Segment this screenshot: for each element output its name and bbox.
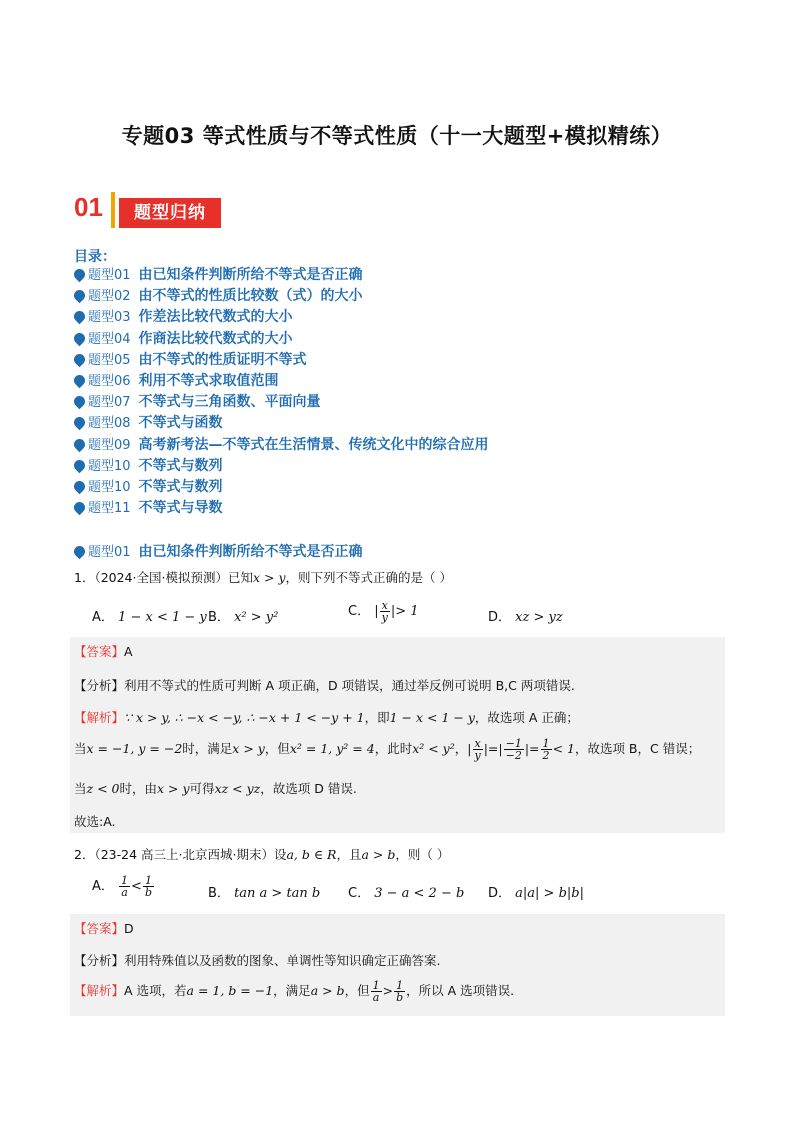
option-math: x² > y² [234,610,279,625]
toc-item-tag: 题型07 [88,395,131,411]
location-pin-icon [72,330,88,346]
location-pin-icon [72,500,88,516]
toc-item[interactable] [74,498,489,519]
math-expression: z < 0 [86,781,120,796]
fraction-numerator: 1 [121,874,129,887]
q2-stem-text: 2．（23-24 高三上·北京西城·期末）设 [74,847,287,862]
solution-tag: 【解析】 [74,983,125,998]
math-expression: ∵ x > y, ∴ −x < −y, ∴ −x + 1 < −y + 1 [124,710,365,725]
section-heading [74,541,363,561]
fraction-denominator: b [144,886,152,899]
option-c[interactable] [348,882,464,901]
solution-text: 时，由 [119,781,157,796]
option-math: xz > yz [515,610,563,625]
fraction-denominator: 2 [542,749,550,762]
analysis-tag: 【分析】 [74,678,125,693]
q1-final: 故选:A. [74,814,116,829]
option-b[interactable] [208,606,278,625]
option-math: |> 1 [390,604,419,619]
solution-text: A 选项，若 [124,983,187,998]
fraction [143,875,154,898]
toc-item-tag: 题型04 [88,331,131,347]
location-pin-icon [72,415,88,431]
section-number: 01 [74,192,103,222]
q2-stem-text: ，则（ ） [395,847,450,862]
toc-item[interactable] [74,435,489,456]
option-math: 1 − x < 1 − y [118,610,207,625]
toc-item-tag: 题型09 [88,437,131,453]
toc-item[interactable] [74,286,489,307]
toc-item-text: 不等式与函数 [138,415,223,432]
section-heading-text: 由已知条件判断所给不等式是否正确 [138,544,363,560]
solution-text: ，满足 [273,983,311,998]
toc-item[interactable] [74,392,489,413]
toc-item-text: 作差法比较代数式的大小 [138,309,293,326]
fraction [119,875,130,898]
solution-text: ，故选项 B，C 错误； [574,741,701,756]
fraction [394,980,405,1003]
question-1-stem [74,568,452,586]
fraction-numerator: 1 [394,980,405,992]
q1-stem-math: x > y [252,570,286,585]
q1-solution-line-2: 当x = −1, y = −2时，满足x > y，但x² = 1, y² = 4，此时x² < y²，| $\frac{x}{y}$ |=| $\frac{-1}{-2}$ |= $\frac{1}{2}$ < 1，故选项 B，C 错误； [74,737,701,762]
math-expression: > [382,983,394,998]
toc-item-text: 利用不等式求取值范围 [138,372,279,389]
math-expression: x > y [157,781,190,796]
solution-text: 可得 [189,781,215,796]
analysis-tag: 【分析】 [74,953,125,968]
toc-item[interactable] [74,350,489,371]
location-pin-icon [72,479,88,495]
question-2-options [92,875,732,909]
fraction-denominator: b [396,991,404,1004]
solution-text: ，此时 [374,741,413,756]
solution-text: ，所以 A 选项错误. [406,983,515,998]
math-expression: x² < y² [412,741,455,756]
option-a[interactable] [92,875,155,898]
option-c[interactable] [348,600,419,623]
fraction-denominator: y [381,611,388,624]
option-d[interactable] [488,606,563,625]
analysis-text: 利用不等式的性质可判断 A 项正确，D 项错误，通过举反例可说明 B,C 两项错误. [124,678,575,693]
toc-item-tag: 题型06 [88,373,131,389]
option-label: B． [208,886,230,901]
q1-stem-text: 1．（2024·全国·模拟预测）已知 [74,570,253,585]
toc-list [74,265,489,519]
solution-text: ，但 [264,741,290,756]
q1-analysis [74,676,575,694]
option-label: B． [208,610,230,625]
q2-answer [74,919,134,937]
location-pin-icon [72,288,88,304]
toc-item-tag: 题型10 [88,458,131,474]
toc-item-text: 不等式与数列 [138,478,223,495]
q2-analysis [74,951,441,969]
location-pin-icon [72,544,88,560]
option-d[interactable] [488,882,584,901]
toc-item-tag: 题型02 [88,289,131,305]
option-label: C． [348,886,371,901]
toc-item[interactable] [74,371,489,392]
toc-item[interactable] [74,329,489,350]
fraction [380,600,390,623]
solution-text: 当 [74,741,87,756]
fraction-numerator: x [381,599,388,612]
toc-item[interactable] [74,413,489,434]
fraction [371,980,382,1003]
toc-item-text: 高考新考法—不等式在生活情景、传统文化中的综合应用 [138,436,489,453]
option-label: D． [488,610,512,625]
option-math: a|a| > b|b| [515,886,584,901]
toc-item-text: 由不等式的性质比较数（式）的大小 [138,288,363,305]
option-label: A． [92,879,114,894]
q1-solution-line-1 [74,708,579,726]
option-b[interactable] [208,882,320,901]
question-1-options [92,600,732,634]
toc-item-tag: 题型03 [88,310,131,326]
toc-item-tag: 题型10 [88,479,131,495]
toc-item[interactable] [74,477,489,498]
fraction-denominator: −2 [505,749,522,762]
toc-item-tag: 题型05 [88,352,131,368]
math-expression: x = −1, y = −2 [86,741,183,756]
solution-text: ，但 [344,983,370,998]
location-pin-icon [72,267,88,283]
solution-text: 当 [74,781,87,796]
option-math: 3 − a < 2 − b [374,886,465,901]
q1-solution-line-3 [74,779,357,797]
q2-stem-math: a > b [361,847,396,862]
location-pin-icon [72,351,88,367]
toc-item-tag: 题型08 [88,416,131,432]
page-title: 专题03 等式性质与不等式性质（十一大题型+模拟精练） [121,124,673,148]
location-pin-icon [72,373,88,389]
toc-item-tag: 题型01 [88,268,131,283]
section-divider [111,192,115,228]
math-expression: a = 1, b = −1 [186,983,274,998]
math-expression: x² = 1, y² = 4 [289,741,375,756]
math-expression: x > y [232,741,265,756]
option-math: < [131,879,142,894]
option-a[interactable] [92,606,207,625]
analysis-text: 利用特殊值以及函数的图象、单调性等知识确定正确答案. [124,953,441,968]
question-2-stem [74,845,449,863]
toc-item-text: 不等式与导数 [138,500,223,517]
toc-item-text: 由已知条件判断所给不等式是否正确 [138,267,363,283]
q2-stem-text: ，且 [336,847,362,862]
fraction-numerator: 1 [143,875,154,887]
fraction-numerator: 1 [542,737,550,750]
fraction [473,738,483,761]
location-pin-icon [72,436,88,452]
q2-stem-math: a, b ∈ R [286,847,337,862]
toc-item[interactable] [74,265,489,286]
location-pin-icon [72,394,88,410]
solution-text: ， [454,741,468,756]
option-label: D． [488,886,512,901]
fraction-numerator: −1 [505,737,522,750]
question-1-solution-box [70,637,725,833]
fraction [541,738,552,761]
location-pin-icon [72,309,88,325]
q2-solution-line-1 [74,980,514,1003]
toc-item-text: 作商法比较代数式的大小 [138,330,293,347]
location-pin-icon [72,457,88,473]
section-heading-tag: 题型01 [88,545,131,560]
answer-value: D [124,921,134,936]
option-label: C． [348,604,371,619]
q1-answer [74,642,133,660]
toc-item[interactable] [74,307,489,328]
fraction-numerator: x [474,737,481,750]
answer-value: A [124,644,133,659]
fraction-denominator: y [474,749,481,762]
fraction-denominator: a [121,886,128,899]
fraction-numerator: 1 [372,979,380,992]
toc-item-tag: 题型11 [88,501,131,517]
toc-item[interactable] [74,456,489,477]
solution-tag: 【解析】 [74,710,125,725]
fraction-denominator: a [372,991,380,1004]
toc-item-text: 不等式与数列 [138,457,223,474]
math-expression: a > b [310,983,345,998]
toc-item-text: 由不等式的性质证明不等式 [138,351,307,368]
solution-text: ，即 [364,710,390,725]
solution-text: ，故选项 D 错误. [260,781,357,796]
option-math: tan a > tan b [234,886,321,901]
math-expression: xz < yz [214,781,261,796]
option-label: A． [92,610,114,625]
math-expression: 1 − x < 1 − y [389,710,475,725]
answer-tag: 【答案】 [74,921,125,936]
solution-text: ，故选项 A 正确； [474,710,579,725]
q1-stem-text-end: ，则下列不等式正确的是（ ） [285,570,452,585]
solution-text: 时，满足 [182,741,233,756]
answer-tag: 【答案】 [74,644,125,659]
toc-heading: 目录： [74,249,116,265]
fraction [504,738,524,761]
option-math: | [374,604,379,619]
toc-item-text: 不等式与三角函数、平面向量 [138,394,321,411]
section-label: 题型归纳 [119,198,221,228]
